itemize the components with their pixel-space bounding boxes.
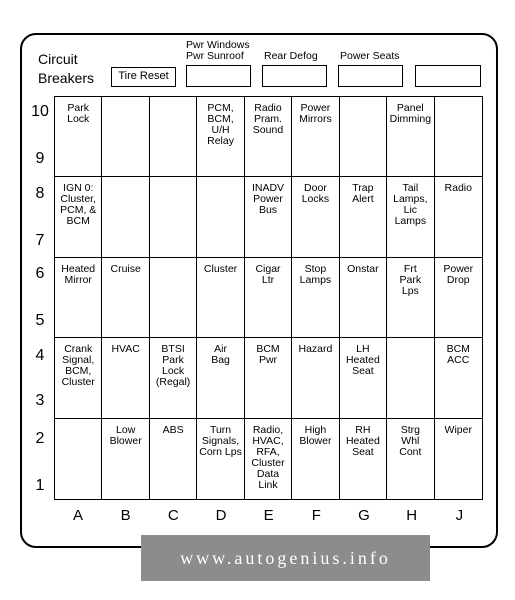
- tire-reset-breaker: Tire Reset: [111, 67, 176, 87]
- column-letter-j: J: [455, 507, 464, 524]
- fuse-cell-d-4: Air Bag: [197, 338, 244, 418]
- fuse-cell-j-4: BCM ACC: [435, 338, 482, 418]
- fuse-cell-b-1: [102, 97, 149, 177]
- column-letter-c: C: [167, 507, 179, 524]
- fuse-cell-c-2: [150, 177, 197, 257]
- fuse-cell-f-2: Door Locks: [292, 177, 339, 257]
- power-seats-breaker-1: [338, 65, 403, 87]
- fuse-cell-j-3: Power Drop: [435, 258, 482, 338]
- fuse-cell-a-4: Crank Signal, BCM, Cluster: [55, 338, 102, 418]
- column-letter-f: F: [311, 507, 321, 524]
- fuse-cell-e-4: BCM Pwr: [245, 338, 292, 418]
- fuse-cell-j-1: [435, 97, 482, 177]
- rear-defog-label: Rear Defog: [264, 50, 318, 62]
- fuse-cell-h-4: [387, 338, 434, 418]
- fuse-cell-h-1: Panel Dimming: [387, 97, 434, 177]
- fuse-cell-d-3: Cluster: [197, 258, 244, 338]
- fuse-cell-a-3: Heated Mirror: [55, 258, 102, 338]
- fuse-cell-c-1: [150, 97, 197, 177]
- row-number-4: 4: [35, 347, 45, 364]
- fuse-cell-f-5: High Blower: [292, 419, 339, 499]
- fuse-cell-h-5: Strg Whl Cont: [387, 419, 434, 499]
- fuse-cell-e-2: INADV Power Bus: [245, 177, 292, 257]
- rear-defog-breaker: [262, 65, 327, 87]
- fuse-cell-g-4: LH Heated Seat: [340, 338, 387, 418]
- fuse-cell-g-1: [340, 97, 387, 177]
- row-number-9: 9: [35, 150, 45, 167]
- title-line-2: Breakers: [38, 70, 95, 86]
- row-number-10: 10: [31, 103, 49, 120]
- pwr-windows-label: Pwr Windows: [186, 39, 250, 51]
- fuse-cell-c-5: ABS: [150, 419, 197, 499]
- watermark: www.autogenius.info: [141, 535, 430, 581]
- row-number-6: 6: [35, 265, 45, 282]
- power-seats-breaker-2: [415, 65, 481, 87]
- fuse-cell-g-3: Onstar: [340, 258, 387, 338]
- fuse-cell-h-2: Tail Lamps, Lic Lamps: [387, 177, 434, 257]
- row-number-5: 5: [35, 312, 45, 329]
- row-number-8: 8: [35, 185, 45, 202]
- fuse-cell-b-3: Cruise: [102, 258, 149, 338]
- fuse-cell-j-5: Wiper: [444, 423, 472, 436]
- fuse-cell-g-2: Trap Alert: [340, 177, 387, 257]
- fuse-cell-a-2: IGN 0: Cluster, PCM, & BCM: [55, 177, 102, 257]
- fuse-cell-b-4: HVAC: [102, 338, 149, 418]
- fuse-cell-e-3: Cigar Ltr: [245, 258, 292, 338]
- fuse-cell-d-1: PCM, BCM, U/H Relay: [197, 97, 244, 177]
- power-seats-label: Power Seats: [340, 50, 400, 62]
- fuse-cell-b-5: Low Blower: [102, 419, 149, 499]
- title-line-1: Circuit: [38, 51, 78, 67]
- fuse-cell-j-2: Radio: [435, 177, 482, 257]
- column-letter-d: D: [215, 507, 227, 524]
- pwr-sunroof-label: Pwr Sunroof: [186, 50, 244, 62]
- fuse-cell-f-1: Power Mirrors: [292, 97, 339, 177]
- column-letter-e: E: [263, 507, 274, 524]
- fuse-grid: [54, 96, 483, 500]
- fuse-cell-e-1: Radio Pram. Sound: [245, 97, 292, 177]
- row-number-3: 3: [35, 392, 45, 409]
- panel-title: [38, 50, 94, 88]
- column-letter-b: B: [120, 507, 131, 524]
- column-letter-a: A: [72, 507, 83, 524]
- pwr-windows-sunroof-breaker: [186, 65, 251, 87]
- column-letter-h: H: [406, 507, 418, 524]
- fuse-cell-f-4: Hazard: [292, 338, 339, 418]
- fuse-cell-g-5: RH Heated Seat: [340, 419, 387, 499]
- fuse-cell-d-5: Turn Signals, Corn Lps: [197, 419, 244, 499]
- fuse-cell-c-4: BTSI Park Lock (Regal): [150, 338, 197, 418]
- row-number-1: 1: [35, 477, 45, 494]
- fuse-cell-f-3: Stop Lamps: [292, 258, 339, 338]
- row-number-2: 2: [35, 430, 45, 447]
- fuse-cell-a-1: Park Lock: [55, 97, 102, 177]
- fuse-cell-e-5: Radio, HVAC, RFA, Cluster Data Link: [245, 419, 292, 499]
- fuse-cell-b-2: [102, 177, 149, 257]
- row-number-7: 7: [35, 232, 45, 249]
- fuse-cell-d-2: [197, 177, 244, 257]
- column-letter-g: G: [358, 507, 370, 524]
- fuse-cell-c-3: [150, 258, 197, 338]
- fuse-cell-a-5: [55, 419, 102, 499]
- fuse-cell-h-3: Frt Park Lps: [387, 258, 434, 338]
